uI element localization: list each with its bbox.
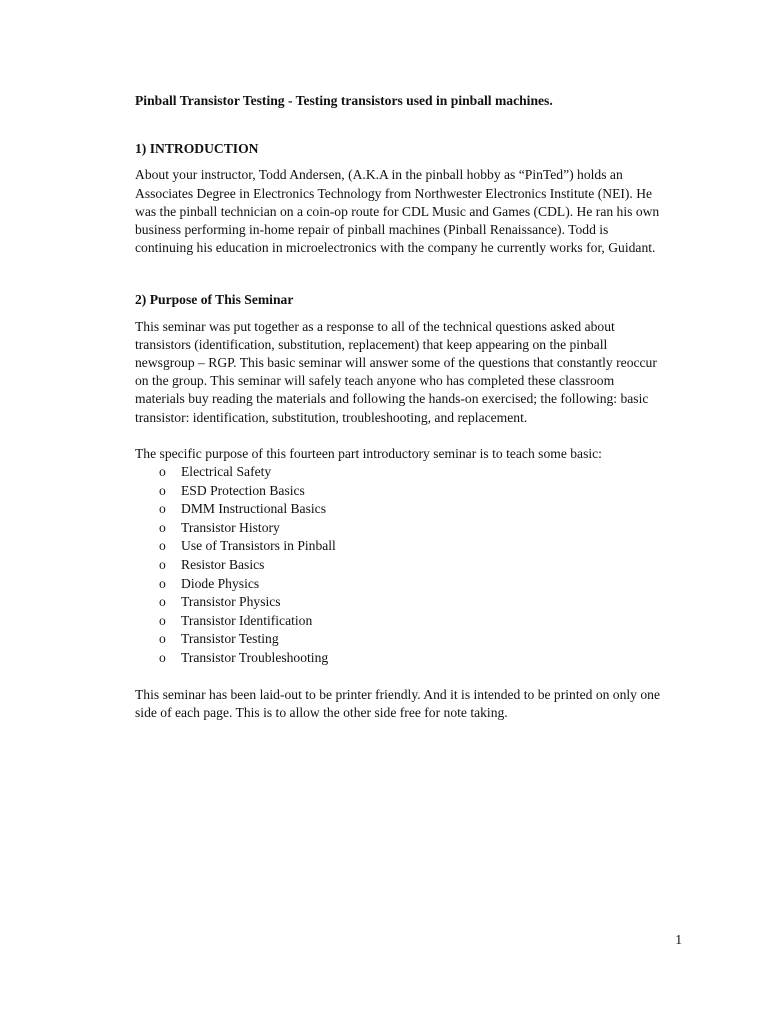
list-item [135, 463, 665, 482]
list-item [135, 649, 665, 668]
bullet-marker: o [159, 631, 166, 647]
list-item [135, 593, 665, 612]
document-body [135, 92, 665, 722]
bullet-marker: o [159, 519, 166, 535]
bullet-marker: o [159, 464, 166, 480]
list-item-label: Transistor Identification [181, 612, 313, 628]
list-item [135, 482, 665, 501]
list-item-label: Transistor Troubleshooting [181, 649, 329, 665]
list-item [135, 519, 665, 538]
purpose-paragraph: This seminar was put together as a response to all of the technical questions asked about transistors (identification, substitution, replacement) that keep appearing on the pinball newsgroup – RGP. This basic seminar will answer some of the questions that constantly reoccur on the group. This seminar will safely teach anyone who has completed these classroom materials buy reading the materials and following the hands-on exercised; the following: basic transistor: identification, substitution, troubleshooting, and replacement. [135, 318, 657, 425]
list-item-label: Transistor Physics [181, 594, 281, 610]
list-item [135, 500, 665, 519]
bullet-marker: o [159, 612, 166, 628]
bullet-marker: o [159, 575, 166, 591]
specific-purpose-paragraph: The specific purpose of this fourteen part introductory seminar is to teach some basic: [135, 445, 602, 461]
list-item [135, 556, 665, 575]
list-item-label: DMM Instructional Basics [181, 501, 326, 517]
page-number: 1 [675, 932, 682, 947]
list-item-label: Diode Physics [181, 575, 260, 591]
list-item [135, 612, 665, 631]
bullet-marker: o [159, 594, 166, 610]
list-item-label: Transistor History [181, 519, 280, 535]
list-item [135, 537, 665, 556]
bullet-marker: o [159, 501, 166, 517]
document-title: Pinball Transistor Testing - Testing transistors used in pinball machines. [135, 93, 553, 108]
list-item-label: Electrical Safety [181, 464, 272, 480]
list-item [135, 575, 665, 594]
list-item-label: ESD Protection Basics [181, 482, 305, 498]
list-item-label: Resistor Basics [181, 557, 265, 573]
list-item-label: Transistor Testing [181, 631, 279, 647]
bullet-marker: o [159, 482, 166, 498]
introduction-paragraph: About your instructor, Todd Andersen, (A.K.A in the pinball hobby as “PinTed”) holds an Associates Degree in Electronics Technology from Northwester Electronics Institute (NEI). He was the pinball technician on a coin-op route for CDL Music and Games (CDL). He ran his own business performing in-home repair of pinball machines (Pinball Renaissance). Todd is continuing his education in microelectronics with the company he currently works for, Guidant. [135, 167, 660, 256]
bullet-marker: o [159, 557, 166, 573]
seminar-topic-list [135, 463, 665, 668]
bullet-marker: o [159, 538, 166, 554]
section-heading-purpose: 2) Purpose of This Seminar [135, 292, 294, 308]
closing-paragraph: This seminar has been laid-out to be printer friendly. And it is intended to be printed on only one side of each page. This is to allow the other side free for note taking. [135, 686, 661, 720]
list-item-label: Use of Transistors in Pinball [181, 538, 336, 554]
section-heading-introduction: 1) INTRODUCTION [135, 141, 259, 157]
bullet-marker: o [159, 649, 166, 665]
list-item [135, 630, 665, 649]
